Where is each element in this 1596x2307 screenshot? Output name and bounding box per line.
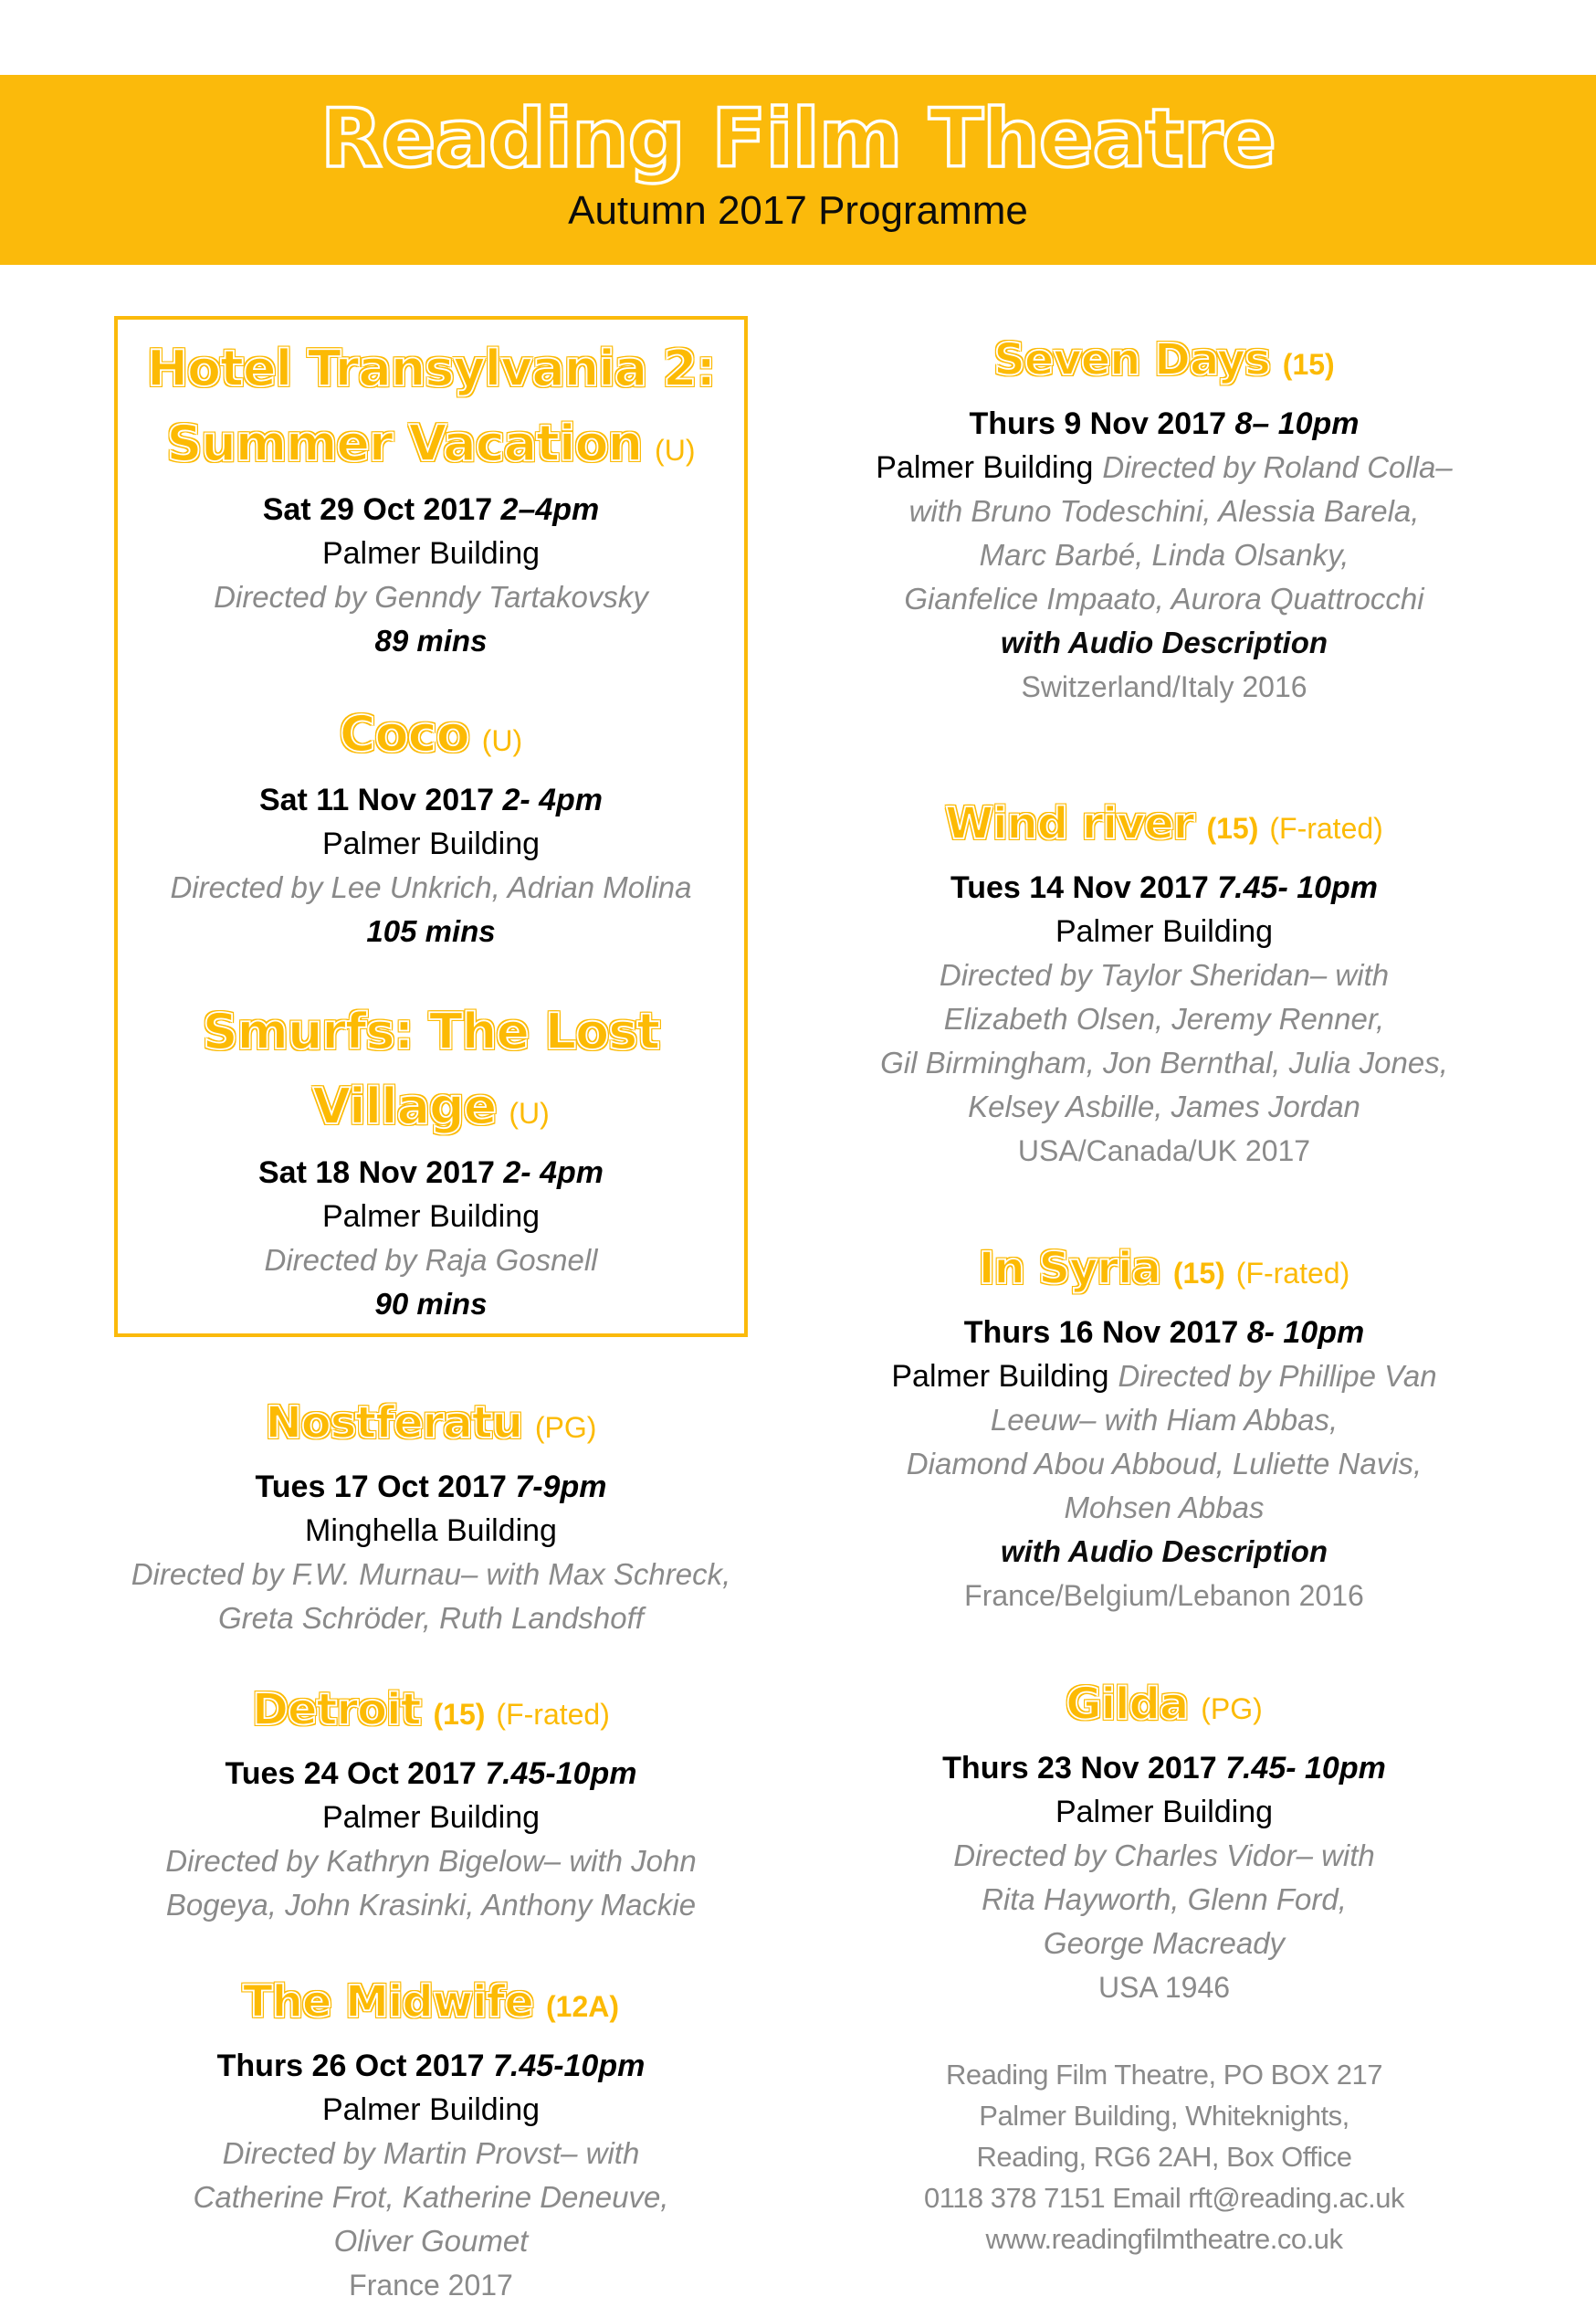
film-rating: (PG) xyxy=(534,1411,597,1444)
film-rating: (U) xyxy=(655,434,696,467)
film-title-line xyxy=(813,329,1516,402)
header-banner xyxy=(0,75,1596,265)
film-rating: (PG) xyxy=(1201,1692,1263,1725)
film-venue: Palmer Building xyxy=(1055,914,1274,949)
film-title-text: Village xyxy=(312,1078,497,1135)
film-date: Thurs 16 Nov 2017 xyxy=(963,1315,1247,1350)
film-date-line xyxy=(118,488,744,532)
film-venue: Palmer Building xyxy=(321,1199,541,1234)
film-venue-line xyxy=(813,446,1516,490)
footer xyxy=(813,2054,1516,2260)
film-country: USA 1946 xyxy=(1097,1971,1231,2004)
film-credit-line: Rita Hayworth, Glenn Ford, xyxy=(982,1882,1347,1916)
film-venue-line xyxy=(80,1796,782,1839)
film-venue: Minghella Building xyxy=(305,1513,557,1548)
film-rating: (12A) xyxy=(545,1990,619,2023)
film-title-text: Smurfs: The Lost xyxy=(202,1003,660,1060)
film-block-smurfs-the-lost-village xyxy=(118,1001,744,1326)
film-block-coco xyxy=(118,703,744,953)
page-subtitle: Autumn 2017 Programme xyxy=(568,188,1028,233)
left-column xyxy=(80,265,782,2307)
film-title-text: Wind river xyxy=(945,798,1194,849)
film-audio-description: with Audio Description xyxy=(1000,626,1328,659)
film-venue: Palmer Building xyxy=(321,536,541,571)
film-credit-line: Greta Schröder, Ruth Landshoff xyxy=(218,1601,644,1635)
film-director-inline: Directed by Roland Colla– xyxy=(1102,450,1453,484)
film-date-line xyxy=(813,1746,1516,1790)
film-time: 2–4pm xyxy=(500,492,600,527)
film-date-line xyxy=(80,1752,782,1796)
film-title-text: Hotel Transylvania 2: xyxy=(146,340,716,397)
film-title-text: The Midwife xyxy=(242,1976,533,2028)
film-title xyxy=(118,1001,744,1151)
film-time: 7.45- 10pm xyxy=(1225,1751,1386,1786)
film-duration: 90 mins xyxy=(374,1287,488,1321)
film-frated-tag: (F-rated) xyxy=(496,1698,610,1731)
film-date: Sat 11 Nov 2017 xyxy=(258,783,503,817)
film-date: Sat 29 Oct 2017 xyxy=(262,492,501,527)
film-venue-line xyxy=(80,1509,782,1553)
family-films-box xyxy=(114,316,748,1337)
film-title xyxy=(80,1392,782,1465)
film-credit-line: Bogeya, John Krasinki, Anthony Mackie xyxy=(165,1888,697,1922)
film-frated-tag: (F-rated) xyxy=(1235,1257,1350,1290)
film-date-line xyxy=(813,866,1516,910)
film-block-hotel-transylvania-2 xyxy=(118,338,744,663)
film-title-text: Summer Vacation xyxy=(166,415,643,472)
film-time: 7.45- 10pm xyxy=(1217,870,1379,905)
footer-line: Reading Film Theatre, PO BOX 217 xyxy=(946,2059,1382,2091)
film-block-nostferatu xyxy=(80,1392,782,1640)
film-date: Tues 17 Oct 2017 xyxy=(255,1470,516,1504)
film-frated-tag: (F-rated) xyxy=(1269,812,1383,845)
film-date: Thurs 9 Nov 2017 xyxy=(969,406,1235,441)
film-venue: Palmer Building xyxy=(321,1800,541,1835)
film-date: Tues 14 Nov 2017 xyxy=(950,870,1218,905)
film-date-line xyxy=(80,1465,782,1509)
film-title-line xyxy=(118,338,744,413)
film-title-text: Seven Days xyxy=(993,334,1270,385)
film-block-seven-days xyxy=(813,329,1516,709)
film-rating: (15) xyxy=(1282,348,1335,381)
film-date: Sat 18 Nov 2017 xyxy=(258,1155,504,1190)
footer-line: 0118 378 7151 Email rft@reading.ac.uk xyxy=(924,2182,1404,2214)
right-column xyxy=(813,265,1516,2307)
film-venue-line xyxy=(813,1354,1516,1398)
film-venue-line xyxy=(80,2088,782,2132)
film-time: 8– 10pm xyxy=(1234,406,1360,441)
film-credit-line: Kelsey Asbille, James Jordan xyxy=(968,1090,1360,1123)
film-block-the-midwife xyxy=(80,1971,782,2307)
film-title-text: Coco xyxy=(339,705,469,763)
footer-line: Palmer Building, Whiteknights, xyxy=(979,2100,1349,2132)
film-credit-line: Directed by Kathryn Bigelow– with John xyxy=(165,1844,697,1878)
content-columns xyxy=(80,265,1516,2307)
film-time: 2- 4pm xyxy=(502,783,604,817)
film-credit-line: Elizabeth Olsen, Jeremy Renner, xyxy=(943,1002,1385,1036)
film-rating: (U) xyxy=(509,1097,550,1130)
film-duration: 89 mins xyxy=(374,624,488,658)
film-title-line xyxy=(118,703,744,778)
film-block-wind-river xyxy=(813,793,1516,1173)
film-title-line xyxy=(813,1238,1516,1311)
film-time: 2- 4pm xyxy=(503,1155,604,1190)
film-credit-line: Mohsen Abbas xyxy=(1064,1491,1265,1524)
film-credit-line: George Macready xyxy=(1043,1926,1286,1960)
film-credit-line: Marc Barbé, Linda Olsanky, xyxy=(979,538,1349,572)
film-title-line xyxy=(118,413,744,488)
film-venue: Palmer Building xyxy=(321,827,541,861)
film-title-text: Detroit xyxy=(252,1684,421,1735)
film-title xyxy=(813,1673,1516,1746)
film-credit-line: Directed by F.W. Murnau– with Max Schreck, xyxy=(131,1557,731,1591)
film-title-line xyxy=(813,1673,1516,1746)
film-venue: Palmer Building xyxy=(891,1359,1109,1394)
film-credit-line: Leeuw– with Hiam Abbas, xyxy=(990,1403,1339,1437)
film-credit-line: Directed by Taylor Sheridan– with xyxy=(939,958,1390,992)
film-venue-line xyxy=(118,822,744,866)
film-title xyxy=(80,1971,782,2044)
film-date: Thurs 26 Oct 2017 xyxy=(216,2049,494,2083)
film-venue: Palmer Building xyxy=(321,2092,541,2127)
film-date-line xyxy=(813,402,1516,446)
film-title-line xyxy=(813,793,1516,866)
film-credit-line: Oliver Goumet xyxy=(333,2224,529,2258)
film-date-line xyxy=(80,2044,782,2088)
film-credit-line: Directed by Charles Vidor– with xyxy=(953,1838,1375,1872)
film-duration: 105 mins xyxy=(366,914,496,948)
film-date-line xyxy=(118,1151,744,1195)
film-date: Thurs 23 Nov 2017 xyxy=(942,1751,1226,1786)
film-title-text: Gilda xyxy=(1066,1679,1189,1730)
film-time: 7.45-10pm xyxy=(493,2049,646,2083)
film-title-line xyxy=(80,1392,782,1465)
film-rating: (15) xyxy=(1206,812,1259,845)
film-venue-line xyxy=(118,532,744,575)
film-credit-line: Directed by Raja Gosnell xyxy=(264,1243,598,1277)
film-title xyxy=(118,338,744,488)
film-title-line xyxy=(80,1679,782,1752)
film-rating: (15) xyxy=(433,1698,486,1731)
film-title-text: Nostferatu xyxy=(265,1397,522,1448)
film-country: Switzerland/Italy 2016 xyxy=(1021,670,1307,703)
film-country: France/Belgium/Lebanon 2016 xyxy=(964,1579,1364,1612)
film-country: France 2017 xyxy=(349,2269,513,2302)
film-venue: Palmer Building xyxy=(876,450,1094,485)
film-date-line xyxy=(118,778,744,822)
film-country: USA/Canada/UK 2017 xyxy=(1017,1134,1311,1167)
film-time: 7.45-10pm xyxy=(485,1756,637,1791)
page-title: Reading Film Theatre xyxy=(320,91,1276,185)
film-block-in-syria xyxy=(813,1238,1516,1617)
film-time: 8- 10pm xyxy=(1246,1315,1365,1350)
film-block-detroit xyxy=(80,1679,782,1927)
film-credit-line: Directed by Martin Provst– with xyxy=(222,2136,640,2170)
film-title xyxy=(813,1238,1516,1311)
footer-line: Reading, RG6 2AH, Box Office xyxy=(976,2141,1352,2173)
film-rating: (15) xyxy=(1172,1257,1225,1290)
footer-website: www.readingfilmtheatre.co.uk xyxy=(985,2223,1343,2255)
film-credit-line: Catherine Frot, Katherine Deneuve, xyxy=(193,2180,669,2214)
film-title xyxy=(80,1679,782,1752)
film-title-line xyxy=(118,1076,744,1151)
film-title xyxy=(118,703,744,778)
film-venue-line xyxy=(813,1790,1516,1834)
film-credit-line: Gianfelice Impaato, Aurora Quattrocchi xyxy=(904,582,1424,616)
film-venue-line xyxy=(813,910,1516,953)
film-director-inline: Directed by Phillipe Van xyxy=(1118,1359,1437,1393)
film-title-line xyxy=(80,1971,782,2044)
film-venue: Palmer Building xyxy=(1055,1795,1274,1829)
film-time: 7-9pm xyxy=(515,1470,607,1504)
film-date: Tues 24 Oct 2017 xyxy=(225,1756,486,1791)
film-credit-line: with Bruno Todeschini, Alessia Barela, xyxy=(908,494,1420,528)
film-venue-line xyxy=(118,1195,744,1238)
film-title xyxy=(813,793,1516,866)
film-block-gilda xyxy=(813,1673,1516,2009)
film-title-line xyxy=(118,1001,744,1076)
film-rating: (U) xyxy=(481,724,523,757)
film-credit-line: Diamond Abou Abboud, Luliette Navis, xyxy=(906,1447,1423,1480)
film-credit-line: Directed by Lee Unkrich, Adrian Molina xyxy=(170,870,692,904)
film-title-text: In Syria xyxy=(978,1243,1160,1294)
film-date-line xyxy=(813,1311,1516,1354)
film-title xyxy=(813,329,1516,402)
film-credit-line: Gil Birmingham, Jon Bernthal, Julia Jones, xyxy=(880,1046,1448,1080)
film-audio-description: with Audio Description xyxy=(1000,1534,1328,1568)
film-credit-line: Directed by Genndy Tartakovsky xyxy=(214,580,648,614)
